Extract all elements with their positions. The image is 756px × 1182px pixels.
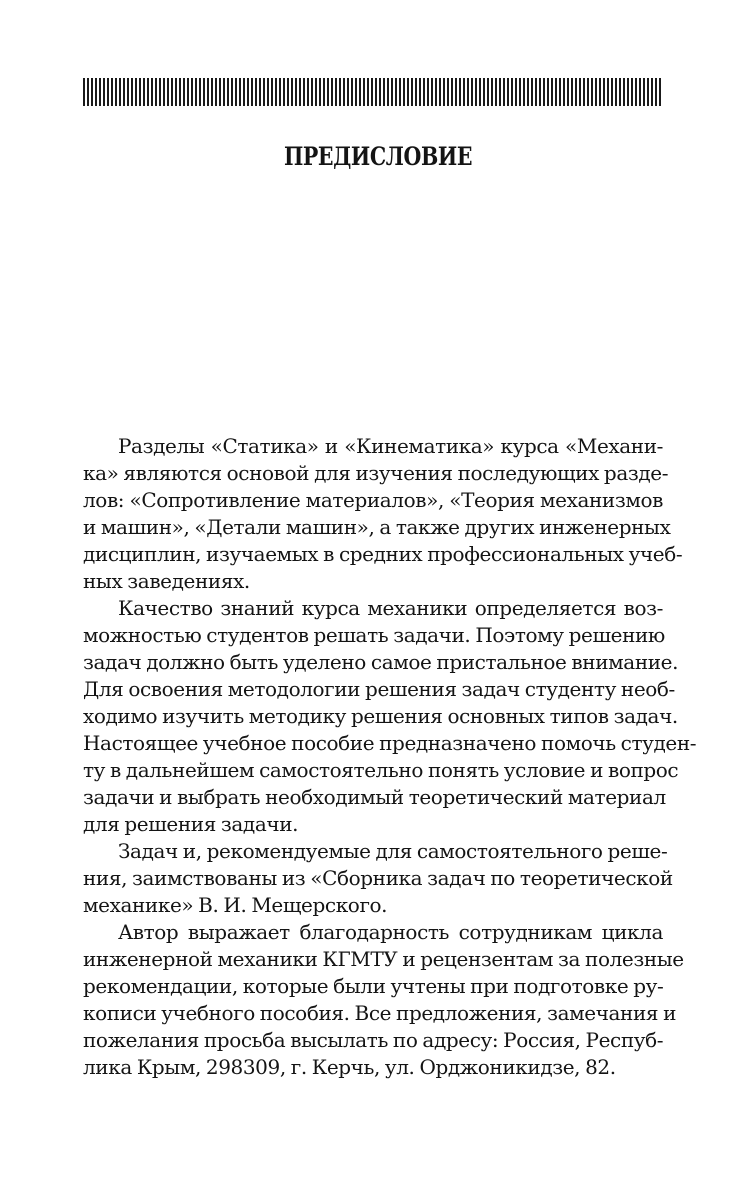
text-line: Разделы «Статика» и «Кинематика» курса «Механи- <box>118 434 663 458</box>
text-line: Качество знаний курса механики определяется воз- <box>118 596 663 620</box>
text-line: лов: «Сопротивление материалов», «Теория механизмов <box>83 488 663 512</box>
text-line: и машин», «Детали машин», а также других инженерных <box>83 515 671 539</box>
text-line: можностью студентов решать задачи. Поэтому решению <box>83 623 665 647</box>
text-line: ния, заимствованы из «Сборника задач по теоретической <box>83 866 673 890</box>
text-line: ка» являются основой для изучения последующих разде- <box>83 461 669 485</box>
page-title: ПРЕДИСЛОВИЕ <box>283 142 473 171</box>
text-line: инженерной механики КГМТУ и рецензентам за полезные <box>83 947 684 971</box>
paragraph <box>83 838 673 919</box>
text-line: задач должно быть уделено самое пристальное внимание. <box>83 650 679 674</box>
text-line: ходимо изучить методику решения основных типов задач. <box>83 704 678 728</box>
text-line: Настоящее учебное пособие предназначено помочь студен- <box>83 731 697 755</box>
preface-body <box>83 433 697 1081</box>
decorative-top-rule <box>83 78 663 106</box>
text-line: Для освоения методологии решения задач студенту необ- <box>83 677 675 701</box>
text-line: кописи учебного пособия. Все предложения, замечания и <box>83 1001 677 1025</box>
text-line: рекомендации, которые были учтены при подготовке ру- <box>83 974 664 998</box>
paragraph <box>83 919 684 1081</box>
text-line: Задач и, рекомендуемые для самостоятельного реше- <box>118 839 668 863</box>
text-line: пожелания просьба высылать по адресу: Россия, Респуб- <box>83 1028 664 1052</box>
text-line: для решения задачи. <box>83 812 299 836</box>
paragraph <box>83 595 697 838</box>
text-line: Автор выражает благодарность сотрудникам цикла <box>118 920 663 944</box>
text-line: лика Крым, 298309, г. Керчь, ул. Орджоникидзе, 82. <box>83 1055 616 1079</box>
text-line: ных заведениях. <box>83 569 250 593</box>
text-line: механике» В. И. Мещерского. <box>83 893 388 917</box>
text-line: ту в дальнейшем самостоятельно понять условие и вопрос <box>83 758 679 782</box>
paragraph <box>83 433 683 595</box>
text-line: задачи и выбрать необходимый теоретический материал <box>83 785 666 809</box>
text-line: дисциплин, изучаемых в средних профессиональных учеб- <box>83 542 683 566</box>
